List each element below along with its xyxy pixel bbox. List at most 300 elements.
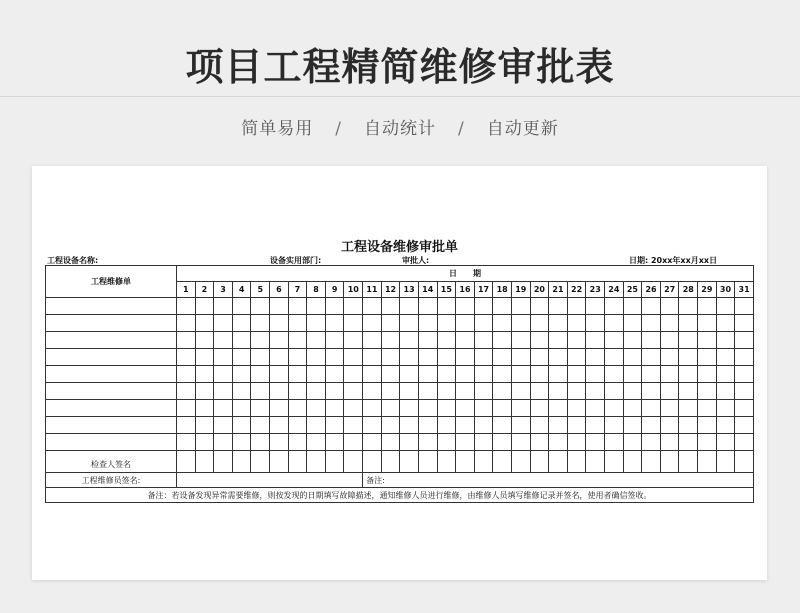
day-cell[interactable] — [214, 383, 233, 400]
day-cell[interactable] — [418, 332, 437, 349]
day-cell[interactable] — [251, 298, 270, 315]
day-cell[interactable] — [474, 315, 493, 332]
inspector-signature-cell[interactable] — [511, 451, 530, 473]
day-cell[interactable] — [400, 434, 419, 451]
inspector-signature-cell[interactable] — [270, 451, 289, 473]
day-cell[interactable] — [214, 349, 233, 366]
day-cell[interactable] — [586, 349, 605, 366]
day-cell[interactable] — [493, 434, 512, 451]
day-cell[interactable] — [195, 298, 214, 315]
day-cell[interactable] — [567, 400, 586, 417]
day-cell[interactable] — [381, 434, 400, 451]
day-cell[interactable] — [363, 366, 382, 383]
day-cell[interactable] — [344, 417, 363, 434]
day-cell[interactable] — [642, 366, 661, 383]
day-cell[interactable] — [307, 366, 326, 383]
day-cell[interactable] — [437, 315, 456, 332]
day-cell[interactable] — [642, 349, 661, 366]
row-label-cell[interactable] — [46, 298, 177, 315]
day-cell[interactable] — [381, 417, 400, 434]
day-cell[interactable] — [586, 400, 605, 417]
inspector-signature-cell[interactable] — [586, 451, 605, 473]
day-cell[interactable] — [195, 383, 214, 400]
day-cell[interactable] — [251, 332, 270, 349]
day-cell[interactable] — [735, 349, 754, 366]
day-cell[interactable] — [511, 332, 530, 349]
day-cell[interactable] — [605, 366, 624, 383]
day-cell[interactable] — [307, 298, 326, 315]
day-cell[interactable] — [214, 366, 233, 383]
day-cell[interactable] — [660, 349, 679, 366]
day-cell[interactable] — [344, 366, 363, 383]
day-cell[interactable] — [418, 434, 437, 451]
day-cell[interactable] — [679, 383, 698, 400]
inspector-signature-cell[interactable] — [251, 451, 270, 473]
day-cell[interactable] — [363, 434, 382, 451]
day-cell[interactable] — [660, 298, 679, 315]
day-cell[interactable] — [288, 315, 307, 332]
inspector-signature-cell[interactable] — [437, 451, 456, 473]
day-cell[interactable] — [698, 366, 717, 383]
day-cell[interactable] — [642, 383, 661, 400]
day-cell[interactable] — [698, 332, 717, 349]
day-cell[interactable] — [195, 315, 214, 332]
day-cell[interactable] — [344, 349, 363, 366]
day-cell[interactable] — [177, 383, 196, 400]
repairer-signature-field[interactable] — [177, 473, 363, 488]
day-cell[interactable] — [363, 298, 382, 315]
inspector-signature-cell[interactable] — [381, 451, 400, 473]
day-cell[interactable] — [623, 417, 642, 434]
day-cell[interactable] — [493, 332, 512, 349]
day-cell[interactable] — [511, 400, 530, 417]
day-cell[interactable] — [232, 332, 251, 349]
day-cell[interactable] — [549, 366, 568, 383]
day-cell[interactable] — [325, 298, 344, 315]
day-cell[interactable] — [605, 349, 624, 366]
day-cell[interactable] — [530, 315, 549, 332]
day-cell[interactable] — [605, 434, 624, 451]
day-cell[interactable] — [679, 332, 698, 349]
day-cell[interactable] — [716, 434, 735, 451]
day-cell[interactable] — [549, 400, 568, 417]
day-cell[interactable] — [251, 400, 270, 417]
day-cell[interactable] — [735, 400, 754, 417]
day-cell[interactable] — [679, 417, 698, 434]
day-cell[interactable] — [232, 434, 251, 451]
day-cell[interactable] — [232, 315, 251, 332]
inspector-signature-cell[interactable] — [307, 451, 326, 473]
day-cell[interactable] — [642, 400, 661, 417]
inspector-signature-cell[interactable] — [567, 451, 586, 473]
day-cell[interactable] — [567, 315, 586, 332]
day-cell[interactable] — [307, 434, 326, 451]
day-cell[interactable] — [437, 366, 456, 383]
day-cell[interactable] — [214, 400, 233, 417]
day-cell[interactable] — [493, 298, 512, 315]
day-cell[interactable] — [381, 315, 400, 332]
day-cell[interactable] — [493, 315, 512, 332]
day-cell[interactable] — [325, 417, 344, 434]
day-cell[interactable] — [586, 417, 605, 434]
day-cell[interactable] — [493, 349, 512, 366]
inspector-signature-cell[interactable] — [232, 451, 251, 473]
day-cell[interactable] — [493, 383, 512, 400]
day-cell[interactable] — [735, 332, 754, 349]
day-cell[interactable] — [716, 349, 735, 366]
day-cell[interactable] — [623, 298, 642, 315]
row-label-cell[interactable] — [46, 400, 177, 417]
day-cell[interactable] — [642, 434, 661, 451]
day-cell[interactable] — [177, 349, 196, 366]
day-cell[interactable] — [474, 298, 493, 315]
day-cell[interactable] — [177, 315, 196, 332]
day-cell[interactable] — [270, 383, 289, 400]
day-cell[interactable] — [567, 349, 586, 366]
day-cell[interactable] — [679, 315, 698, 332]
day-cell[interactable] — [232, 298, 251, 315]
day-cell[interactable] — [735, 383, 754, 400]
day-cell[interactable] — [418, 417, 437, 434]
day-cell[interactable] — [307, 315, 326, 332]
inspector-signature-cell[interactable] — [400, 451, 419, 473]
day-cell[interactable] — [288, 434, 307, 451]
day-cell[interactable] — [400, 417, 419, 434]
day-cell[interactable] — [698, 383, 717, 400]
day-cell[interactable] — [325, 332, 344, 349]
day-cell[interactable] — [400, 298, 419, 315]
day-cell[interactable] — [698, 298, 717, 315]
day-cell[interactable] — [177, 366, 196, 383]
day-cell[interactable] — [567, 298, 586, 315]
day-cell[interactable] — [456, 349, 475, 366]
day-cell[interactable] — [325, 434, 344, 451]
day-cell[interactable] — [474, 417, 493, 434]
day-cell[interactable] — [660, 332, 679, 349]
day-cell[interactable] — [623, 383, 642, 400]
day-cell[interactable] — [605, 332, 624, 349]
row-label-cell[interactable] — [46, 417, 177, 434]
day-cell[interactable] — [400, 366, 419, 383]
inspector-signature-cell[interactable] — [325, 451, 344, 473]
day-cell[interactable] — [530, 332, 549, 349]
day-cell[interactable] — [679, 434, 698, 451]
day-cell[interactable] — [270, 366, 289, 383]
day-cell[interactable] — [456, 332, 475, 349]
day-cell[interactable] — [325, 383, 344, 400]
day-cell[interactable] — [363, 349, 382, 366]
day-cell[interactable] — [270, 332, 289, 349]
inspector-signature-cell[interactable] — [716, 451, 735, 473]
day-cell[interactable] — [307, 417, 326, 434]
day-cell[interactable] — [288, 366, 307, 383]
day-cell[interactable] — [530, 298, 549, 315]
day-cell[interactable] — [530, 417, 549, 434]
day-cell[interactable] — [418, 298, 437, 315]
day-cell[interactable] — [474, 349, 493, 366]
day-cell[interactable] — [195, 332, 214, 349]
day-cell[interactable] — [251, 366, 270, 383]
inspector-signature-cell[interactable] — [177, 451, 196, 473]
day-cell[interactable] — [586, 332, 605, 349]
day-cell[interactable] — [716, 417, 735, 434]
day-cell[interactable] — [456, 383, 475, 400]
day-cell[interactable] — [307, 383, 326, 400]
day-cell[interactable] — [511, 366, 530, 383]
day-cell[interactable] — [400, 349, 419, 366]
day-cell[interactable] — [288, 332, 307, 349]
day-cell[interactable] — [400, 400, 419, 417]
day-cell[interactable] — [325, 315, 344, 332]
day-cell[interactable] — [344, 315, 363, 332]
day-cell[interactable] — [735, 366, 754, 383]
day-cell[interactable] — [549, 332, 568, 349]
day-cell[interactable] — [642, 332, 661, 349]
day-cell[interactable] — [437, 349, 456, 366]
inspector-signature-cell[interactable] — [363, 451, 382, 473]
day-cell[interactable] — [660, 417, 679, 434]
inspector-signature-cell[interactable] — [698, 451, 717, 473]
day-cell[interactable] — [511, 434, 530, 451]
inspector-signature-cell[interactable] — [530, 451, 549, 473]
inspector-signature-cell[interactable] — [493, 451, 512, 473]
day-cell[interactable] — [623, 315, 642, 332]
day-cell[interactable] — [605, 417, 624, 434]
day-cell[interactable] — [698, 315, 717, 332]
inspector-signature-cell[interactable] — [679, 451, 698, 473]
inspector-signature-cell[interactable] — [418, 451, 437, 473]
day-cell[interactable] — [437, 434, 456, 451]
day-cell[interactable] — [567, 434, 586, 451]
day-cell[interactable] — [456, 400, 475, 417]
day-cell[interactable] — [474, 332, 493, 349]
day-cell[interactable] — [325, 366, 344, 383]
day-cell[interactable] — [716, 400, 735, 417]
day-cell[interactable] — [530, 400, 549, 417]
day-cell[interactable] — [418, 366, 437, 383]
row-label-cell[interactable] — [46, 434, 177, 451]
day-cell[interactable] — [549, 298, 568, 315]
day-cell[interactable] — [400, 332, 419, 349]
inspector-signature-cell[interactable] — [623, 451, 642, 473]
day-cell[interactable] — [270, 400, 289, 417]
day-cell[interactable] — [660, 366, 679, 383]
day-cell[interactable] — [716, 332, 735, 349]
day-cell[interactable] — [530, 434, 549, 451]
day-cell[interactable] — [400, 315, 419, 332]
inspector-signature-cell[interactable] — [288, 451, 307, 473]
day-cell[interactable] — [586, 383, 605, 400]
day-cell[interactable] — [530, 349, 549, 366]
day-cell[interactable] — [195, 434, 214, 451]
day-cell[interactable] — [511, 383, 530, 400]
day-cell[interactable] — [549, 434, 568, 451]
day-cell[interactable] — [567, 383, 586, 400]
day-cell[interactable] — [660, 383, 679, 400]
day-cell[interactable] — [381, 383, 400, 400]
day-cell[interactable] — [344, 332, 363, 349]
day-cell[interactable] — [437, 383, 456, 400]
day-cell[interactable] — [698, 400, 717, 417]
day-cell[interactable] — [511, 315, 530, 332]
day-cell[interactable] — [679, 349, 698, 366]
day-cell[interactable] — [437, 332, 456, 349]
day-cell[interactable] — [567, 366, 586, 383]
day-cell[interactable] — [735, 434, 754, 451]
day-cell[interactable] — [214, 315, 233, 332]
day-cell[interactable] — [586, 434, 605, 451]
row-label-cell[interactable] — [46, 383, 177, 400]
day-cell[interactable] — [493, 366, 512, 383]
day-cell[interactable] — [381, 349, 400, 366]
day-cell[interactable] — [586, 298, 605, 315]
day-cell[interactable] — [623, 366, 642, 383]
day-cell[interactable] — [251, 417, 270, 434]
day-cell[interactable] — [642, 417, 661, 434]
day-cell[interactable] — [270, 417, 289, 434]
day-cell[interactable] — [232, 349, 251, 366]
day-cell[interactable] — [698, 349, 717, 366]
day-cell[interactable] — [177, 417, 196, 434]
day-cell[interactable] — [418, 383, 437, 400]
day-cell[interactable] — [418, 315, 437, 332]
day-cell[interactable] — [735, 417, 754, 434]
day-cell[interactable] — [716, 383, 735, 400]
inspector-signature-cell[interactable] — [549, 451, 568, 473]
day-cell[interactable] — [288, 298, 307, 315]
day-cell[interactable] — [214, 417, 233, 434]
day-cell[interactable] — [288, 400, 307, 417]
day-cell[interactable] — [511, 417, 530, 434]
day-cell[interactable] — [493, 400, 512, 417]
day-cell[interactable] — [363, 400, 382, 417]
day-cell[interactable] — [288, 349, 307, 366]
day-cell[interactable] — [195, 417, 214, 434]
day-cell[interactable] — [381, 298, 400, 315]
inspector-signature-cell[interactable] — [214, 451, 233, 473]
day-cell[interactable] — [270, 315, 289, 332]
day-cell[interactable] — [716, 315, 735, 332]
day-cell[interactable] — [530, 383, 549, 400]
day-cell[interactable] — [344, 298, 363, 315]
day-cell[interactable] — [232, 383, 251, 400]
day-cell[interactable] — [270, 349, 289, 366]
day-cell[interactable] — [251, 434, 270, 451]
day-cell[interactable] — [288, 383, 307, 400]
day-cell[interactable] — [511, 298, 530, 315]
day-cell[interactable] — [623, 434, 642, 451]
remark-field[interactable]: 备注: — [363, 473, 754, 488]
day-cell[interactable] — [325, 349, 344, 366]
day-cell[interactable] — [195, 400, 214, 417]
day-cell[interactable] — [567, 332, 586, 349]
day-cell[interactable] — [232, 417, 251, 434]
day-cell[interactable] — [307, 349, 326, 366]
day-cell[interactable] — [605, 315, 624, 332]
day-cell[interactable] — [251, 383, 270, 400]
day-cell[interactable] — [195, 349, 214, 366]
day-cell[interactable] — [363, 332, 382, 349]
day-cell[interactable] — [679, 400, 698, 417]
day-cell[interactable] — [456, 434, 475, 451]
day-cell[interactable] — [698, 417, 717, 434]
day-cell[interactable] — [623, 332, 642, 349]
inspector-signature-cell[interactable] — [456, 451, 475, 473]
row-label-cell[interactable] — [46, 315, 177, 332]
row-label-cell[interactable] — [46, 366, 177, 383]
day-cell[interactable] — [660, 434, 679, 451]
day-cell[interactable] — [270, 434, 289, 451]
day-cell[interactable] — [586, 366, 605, 383]
day-cell[interactable] — [251, 349, 270, 366]
inspector-signature-cell[interactable] — [605, 451, 624, 473]
day-cell[interactable] — [474, 434, 493, 451]
day-cell[interactable] — [660, 315, 679, 332]
day-cell[interactable] — [660, 400, 679, 417]
day-cell[interactable] — [437, 417, 456, 434]
day-cell[interactable] — [511, 349, 530, 366]
day-cell[interactable] — [567, 417, 586, 434]
day-cell[interactable] — [679, 366, 698, 383]
day-cell[interactable] — [418, 349, 437, 366]
day-cell[interactable] — [288, 417, 307, 434]
day-cell[interactable] — [177, 332, 196, 349]
day-cell[interactable] — [735, 315, 754, 332]
day-cell[interactable] — [530, 366, 549, 383]
day-cell[interactable] — [456, 366, 475, 383]
day-cell[interactable] — [307, 400, 326, 417]
day-cell[interactable] — [363, 383, 382, 400]
day-cell[interactable] — [549, 315, 568, 332]
day-cell[interactable] — [437, 400, 456, 417]
day-cell[interactable] — [679, 298, 698, 315]
day-cell[interactable] — [642, 298, 661, 315]
day-cell[interactable] — [344, 383, 363, 400]
day-cell[interactable] — [177, 298, 196, 315]
day-cell[interactable] — [456, 315, 475, 332]
day-cell[interactable] — [605, 400, 624, 417]
day-cell[interactable] — [344, 400, 363, 417]
inspector-signature-cell[interactable] — [660, 451, 679, 473]
day-cell[interactable] — [344, 434, 363, 451]
day-cell[interactable] — [623, 400, 642, 417]
day-cell[interactable] — [177, 434, 196, 451]
day-cell[interactable] — [549, 383, 568, 400]
day-cell[interactable] — [605, 298, 624, 315]
inspector-signature-cell[interactable] — [344, 451, 363, 473]
row-label-cell[interactable] — [46, 349, 177, 366]
day-cell[interactable] — [381, 366, 400, 383]
day-cell[interactable] — [232, 400, 251, 417]
day-cell[interactable] — [716, 298, 735, 315]
day-cell[interactable] — [418, 400, 437, 417]
day-cell[interactable] — [474, 400, 493, 417]
day-cell[interactable] — [735, 298, 754, 315]
row-label-cell[interactable] — [46, 332, 177, 349]
day-cell[interactable] — [251, 315, 270, 332]
day-cell[interactable] — [307, 332, 326, 349]
day-cell[interactable] — [549, 417, 568, 434]
day-cell[interactable] — [456, 298, 475, 315]
day-cell[interactable] — [381, 400, 400, 417]
day-cell[interactable] — [437, 298, 456, 315]
day-cell[interactable] — [400, 383, 419, 400]
day-cell[interactable] — [325, 400, 344, 417]
day-cell[interactable] — [214, 332, 233, 349]
day-cell[interactable] — [363, 417, 382, 434]
inspector-signature-cell[interactable] — [474, 451, 493, 473]
day-cell[interactable] — [363, 315, 382, 332]
